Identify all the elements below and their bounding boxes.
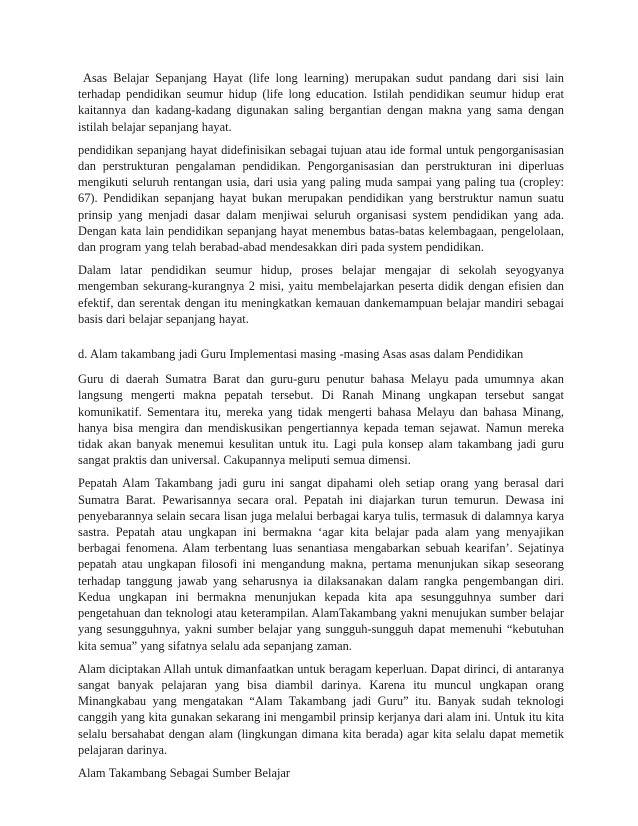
subheading-sumber-belajar: Alam Takambang Sebagai Sumber Belajar [78,765,291,780]
paragraph-alam-diciptakan: Alam diciptakan Allah untuk dimanfaatkan untuk beragam keperluan. Dapat dirinci, di antaranya sangat banyak pelajaran yang bisa diambil darinya. Karena itu muncul ungkapan orang Minangkabau yang mengatakan “Alam Takambang jadi Guru” itu. Banyak sudah teknologi canggih yang kita gunakan sekarang ini mengambil prinsip kerjanya dari alam ini. Untuk itu kita selalu bersahabat dengan alam (lingkungan dimana kita berada) agar kita selalu dapat memetik pelajaran darinya. [78,661,564,757]
section-heading: d. Alam takambang jadi Guru Implementasi masing -masing Asas asas dalam Pendidikan [78,347,524,362]
paragraph-asas-belajar: Asas Belajar Sepanjang Hayat (life long learning) merupakan sudut pandang dari sisi lain terhadap pendidikan seumur hidup (life long education. Istilah pendidikan seumur hidup erat kaitannya dan kadang-kadang digunakan saling bergantian dengan makna yang sama dengan istilah belajar sepanjang hayat. [78,71,564,134]
paragraph-pendidikan-sepanjang-hayat: pendidikan sepanjang hayat didefinisikan sebagai tujuan atau ide formal untuk pengorganisasian dan perstrukturan pengalaman pendidikan. Pengorganisasian dan perstrukturan ini diperluas mengikuti seluruh rentangan usia, dari usia yang paling muda sampai yang paling tua (cropley: 67). Pendidikan sepanjang hayat bukan merupakan pendidikan yang berstruktur namun suatu prinsip yang menjadi dasar dalam menjiwai seluruh organisasi system pendidikan yang ada. Dengan kata lain pendidikan sepanjang hayat menembus batas-batas kelembagaan, pengelolaan, dan program yang telah berabad-abad mendesakkan diri pada system pendidikan. [78,142,564,255]
document-body [78,70,564,781]
paragraph-guru-sumatra-barat: Guru di daerah Sumatra Barat dan guru-guru penutur bahasa Melayu pada umumnya akan langsung mengerti makna pepatah tersebut. Di Ranah Minang ungkapan tersebut sangat komunikatif. Sementara itu, mereka yang tidak mengerti bahasa Melayu dan bahasa Minang, hanya bisa mengira dan mendiskusikan pengertiannya kepada teman sejawat. Namun mereka tidak akan banyak menemui kesulitan untuk itu. Lagi pula konsep alam takambang jadi guru sangat praktis dan universal. Cakupannya meliputi semua dimensi. [78,372,564,468]
paragraph-pepatah-alam-takambang: Pepatah Alam Takambang jadi guru ini sangat dipahami oleh setiap orang yang berasal dari Sumatra Barat. Pewarisannya secara oral. Pepatah ini diajarkan turun temurun. Dewasa ini penyebarannya selain secara lisan juga melalui berbagai karya tulis, termasuk di dalamnya karya sastra. Pepatah atau ungkapan ini bermakna ‘agar kita belajar pada alam yang menyajikan berbagai fenomena. Alam terbentang luas senantiasa mengabarkan sebuah kearifan’. Sejatinya pepatah atau ungkapan filosofi ini mengandung makna, pertama menunjukan sikap seseorang terhadap tanggung jawab yang seharusnya ia dilaksanakan dalam rangka pengembangan diri. Kedua ungkapan ini bermakna menunjukan kepada kita apa sesungguhnya sumber dari pengetahuan dan teknologi atau keterampilan. AlamTakambang yakni menujukan sumber belajar yang sesungguhnya, yakni sumber belajar yang sungguh-sungguh dapat memenuhi “kebutuhan kita semua” yang sifatnya selalu ada sepanjang zaman. [78,476,564,653]
paragraph-latar-pendidikan: Dalam latar pendidikan seumur hidup, proses belajar mengajar di sekolah seyogyanya mengemban sekurang-kurangnya 2 misi, yaitu membelajarkan peserta didik dengan efisien dan efektif, dan serentak dengan itu meningkatkan kemauan dankemampuan belajar mandiri sebagai basis dari belajar sepanjang hayat. [78,263,564,326]
